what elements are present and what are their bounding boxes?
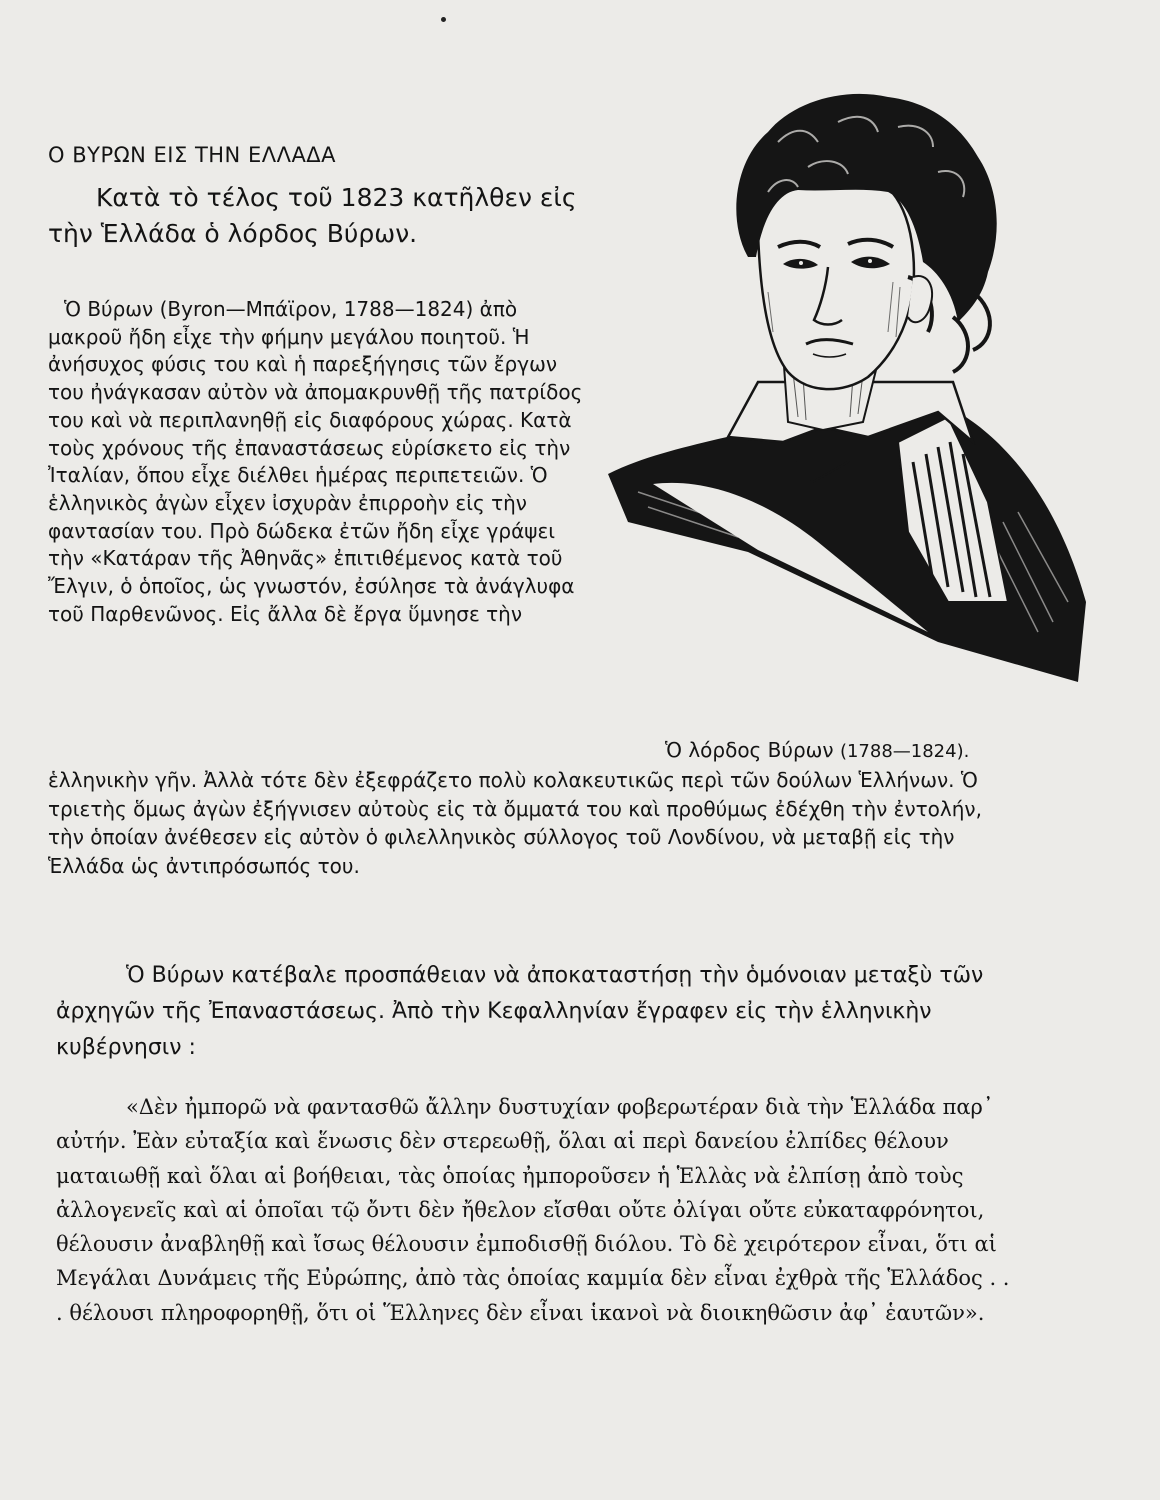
- full-width-paragraph: ἑλληνικὴν γῆν. Ἀλλὰ τότε δὲν ἐξεφράζετο πολὺ κολακευτικῶς περὶ τῶν δούλων Ἑλλήνων. Ὁ τριετὴς ὅμως ἀγὼν ἐξήγνισεν αὐτοὺς εἰς τὰ ὄμματά του καὶ προθύμως ἐδέχθη τὴν ἐντολήν, τὴν ὁποίαν ἀνέθεσεν εἰς αὐτὸν ὁ φιλελληνικὸς σύλλογος τοῦ Λονδίνου, νὰ μεταβῇ εἰς τὴν Ἑλλάδα ὡς ἀντιπρόσωπός του.: [48, 768, 982, 878]
- column-paragraph: [48, 296, 593, 628]
- portrait-caption: [665, 738, 969, 762]
- byron-portrait-illustration: [608, 82, 1088, 682]
- page-heading: Ο ΒΥΡΩΝ ΕΙΣ ΤΗΝ ΕΛΛΑΔΑ: [48, 143, 337, 167]
- reconciliation-paragraph: [56, 958, 1016, 1066]
- lead-text: Κατὰ τὸ τέλος τοῦ 1823 κατῆλθεν εἰς τὴν Ἑλλάδα ὁ λόρδος Βύρων.: [48, 183, 577, 248]
- ink-dot: [441, 17, 446, 22]
- column-text: Ὁ Βύρων (Byron—Μπάϊρον, 1788—1824) ἀπὸ μακροῦ ἤδη εἶχε τὴν φήμην μεγάλου ποιητοῦ. Ἡ ἀνήσυχος φύσις του καὶ ἡ παρεξήγησις τῶν ἔργων του ἠνάγκασαν αὐτὸν νὰ ἀπομακρυνθῇ τῆς πατρίδος του καὶ νὰ περιπλανηθῇ εἰς διαφόρους χώρας. Κατὰ τοὺς χρόνους τῆς ἐπαναστάσεως εὑρίσκετο εἰς τὴν Ἰταλίαν, ὅπου εἶχε διέλθει ἡμέρας περιπετειῶν. Ὁ ἑλληνικὸς ἀγὼν εἶχεν ἰσχυρὰν ἐπιρροὴν εἰς τὴν φαντασίαν του. Πρὸ δώδεκα ἐτῶν ἤδη εἶχε γράψει τὴν «Κατάραν τῆς Ἀθηνᾶς» ἐπιτιθέμενος κατὰ τοῦ Ἔλγιν, ὁ ὁποῖος, ὡς γνωστόν, ἐσύλησε τὰ ἀνάγλυφα τοῦ Παρθενῶνος. Εἰς ἄλλα δὲ ἔργα ὕμνησε τὴν: [48, 297, 583, 626]
- caption-years: (1788—1824).: [839, 741, 970, 762]
- reconciliation-text: Ὁ Βύρων κατέβαλε προσπάθειαν νὰ ἀποκαταστήσῃ τὴν ὁμόνοιαν μεταξὺ τῶν ἀρχηγῶν τῆς Ἐπαναστάσεως. Ἀπὸ τὴν Κεφαλληνίαν ἔγραφεν εἰς τὴν ἑλληνικὴν κυβέρνησιν :: [56, 963, 984, 1060]
- quote-text: «Δὲν ἠμπορῶ νὰ φαντασθῶ ἄλλην δυστυχίαν φοβερωτέραν διὰ τὴν Ἑλλάδα παρ᾽ αὐτήν. Ἐὰν εὐταξία καὶ ἕνωσις δὲν στερεωθῇ, ὅλαι αἱ περὶ δανείου ἐλπίδες θέλουν ματαιωθῇ καὶ ὅλαι αἱ βοήθειαι, τὰς ὁποίας ἠμποροῦσεν ἡ Ἑλλὰς νὰ ἐλπίσῃ ἀπὸ τοὺς ἀλλογενεῖς καὶ αἱ ὁποῖαι τῷ ὄντι δὲν ἤθελον εἴσθαι οὔτε ὀλίγαι οὔτε εὐκαταφρόνητοι, θέλουσιν ἀναβληθῇ καὶ ἴσως θέλουσιν ἐμποδισθῇ διόλου. Τὸ δὲ χειρότερον εἶναι, ὅτι αἱ Μεγάλαι Δυνάμεις τῆς Εὐρώπης, ἀπὸ τὰς ὁποίας καμμία δὲν εἶναι ἐχθρὰ τῆς Ἑλλάδος . . . θέλουσι πληροφορηθῇ, ὅτι οἱ Ἕλληνες δὲν εἶναι ἱκανοὶ νὰ διοικηθῶσιν ἀφ᾽ ἑαυτῶν».: [56, 1095, 1010, 1325]
- lead-paragraph: [48, 180, 593, 252]
- byron-letter-quote: [56, 1090, 1016, 1330]
- caption-name: Ὁ λόρδος Βύρων: [665, 738, 834, 762]
